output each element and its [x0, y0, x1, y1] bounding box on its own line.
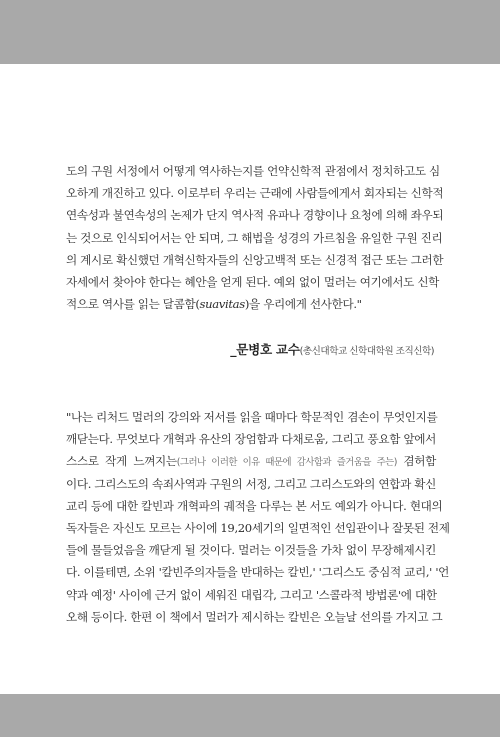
endorsement-paragraph-1 [66, 160, 444, 315]
parenthetical-note: (그러나 이러한 이유 때문에 감사함과 즐거움을 주는) [176, 457, 397, 469]
text-line: 독자들은 자신도 모르는 사이에 19,20세기의 일면적인 선입관이나 잘못된 전제 [66, 520, 450, 535]
endorser-name: _문병호 교수 [230, 342, 300, 357]
text-line [66, 293, 436, 315]
text-line: 교리 등에 대한 칼빈과 개혁파의 궤적을 다루는 본 서도 예외가 아니다. 현대의 [66, 498, 443, 513]
text-line: "나는 리처드 멀러의 강의와 저서를 읽을 때마다 학문적인 겸손이 무엇인지를 [66, 410, 438, 424]
text-line: 연속성과 불연속성의 논제가 단지 역사적 유파나 경향이나 요청에 의해 좌우되 [66, 208, 444, 223]
endorser-attribution [230, 338, 434, 360]
text-line: 오해 등이다. 한편 이 책에서 멀러가 제시하는 칼빈은 오늘날 선의를 가지고 그 [66, 609, 443, 624]
text-segment: 겸허함 [396, 454, 436, 469]
text-line: 의 계시로 확신했던 개혁신학자들의 신앙고백적 또는 신경적 접근 또는 그러한 [66, 252, 444, 267]
endorser-affiliation: (총신대학교 신학대학원 조직신학) [299, 346, 434, 357]
text-line: 는 것으로 인식되어서는 안 되며, 그 해법을 성경의 가르침을 유일한 구원 진리 [66, 230, 443, 245]
text-line: 오하게 개진하고 있다. 이로부터 우리는 근래에 사람들에게서 회자되는 신학적 [66, 186, 444, 201]
text-segment: 적으로 역사를 읽는 달콤함( [66, 297, 200, 312]
text-line: 도의 구원 서정에서 어떻게 역사하는지를 언약신학적 관점에서 정치하고도 심 [66, 164, 440, 178]
text-line: 자세에서 찾아야 한다는 혜안을 얻게 된다. 예외 없이 멀러는 여기에서도 신학 [66, 274, 440, 289]
text-line [66, 450, 436, 472]
text-line: 깨닫는다. 무엇보다 개혁과 유산의 장엄함과 다채로움, 그리고 풍요함 앞에서 [66, 432, 436, 447]
text-line: 이다. 그리스도의 속죄사역과 구원의 서정, 그리고 그리스도와의 연합과 확신 [66, 476, 436, 491]
text-segment: )을 우리에게 선사한다." [244, 297, 362, 312]
endorsement-paragraph-2 [66, 406, 450, 628]
text-line: 약과 예정' 사이에 근거 없이 세워진 대립각, 그리고 '스콜라적 방법론'에 대한 [66, 587, 437, 602]
text-segment: 스스로 작게 느껴지는 [66, 454, 177, 469]
text-line: 들에 물들었음을 깨닫게 될 것이다. 멀러는 이것들을 가차 없이 무장해제시킨 [66, 543, 436, 558]
top-gray-band [0, 0, 500, 64]
text-line: 다. 이를테면, 소위 '칼빈주의자들을 반대하는 칼빈,' '그리스도 중심적 교리,' '언 [66, 565, 450, 580]
bottom-gray-band [0, 694, 500, 737]
latin-term: suavitas [199, 297, 245, 312]
